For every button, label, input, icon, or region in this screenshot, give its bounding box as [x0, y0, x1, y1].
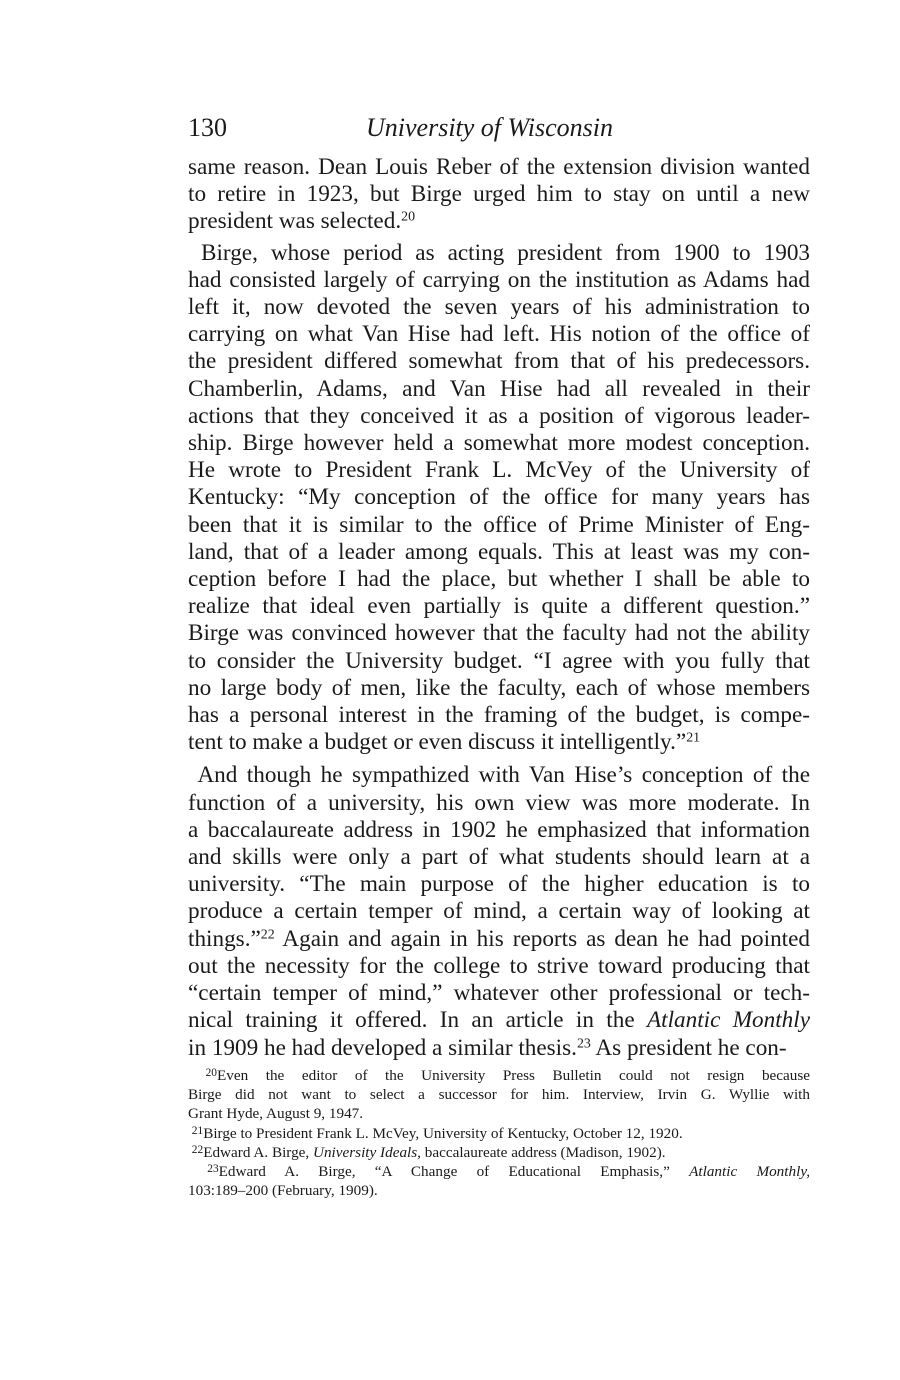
- text-line: president was selected.$^{20}$: [188, 208, 416, 235]
- text-line: “certain temper of mind,” whatever other professional or tech-: [188, 980, 810, 1007]
- text-line: He wrote to President Frank L. McVey of the University of: [188, 457, 810, 484]
- text-line: actions that they conceived it as a position of vigorous leader-: [188, 402, 810, 429]
- footnote-number: 21: [191, 1124, 204, 1137]
- text-line: tent to make a budget or even discuss it intelligently.”$^{21}$: [188, 729, 701, 756]
- periodical-title: Atlantic Monthly: [646, 1007, 810, 1034]
- text-line: the president differed somewhat from that of his predecessors.: [188, 348, 810, 375]
- running-head: University of Wisconsin: [366, 113, 613, 142]
- text-line: in 1909 he had developed a similar thesis.$^{23}$ As president he con-: [188, 1034, 787, 1061]
- text-line: Kentucky: “My conception of the office for many years has: [188, 484, 810, 511]
- text-line: no large body of men, like the faculty, each of whose members: [188, 674, 810, 701]
- footnote-ref-21[interactable]: 21: [686, 730, 701, 746]
- text-line: Birge was convinced however that the faculty had not the ability: [188, 620, 810, 647]
- text-line: function of a university, his own view was more moderate. In: [188, 789, 810, 816]
- text-line: realize that ideal even partially is quite a different question.”: [188, 593, 810, 620]
- text-line: Chamberlin, Adams, and Van Hise had all revealed in their: [188, 375, 810, 402]
- text-line: And though he sympathized with Van Hise’s conception of the: [197, 762, 810, 789]
- text-line: same reason. Dean Louis Reber of the extension division wanted: [188, 154, 810, 180]
- footnote-23: $^{23}$Edward A. Birge, “A Change of Educational Emphasis,” Atlantic Monthly,: [207, 1163, 811, 1181]
- footnote-20-line: Birge did not want to select a successor for him. Interview, Irvin G. Wyllie with: [188, 1086, 810, 1104]
- text-line: to consider the University budget. “I agree with you fully that: [188, 647, 810, 674]
- text-line: things.”$^{22}$ Again and again in his reports as dean he had pointed: [188, 925, 810, 952]
- text-line: to retire in 1923, but Birge urged him to stay on until a new: [188, 181, 810, 208]
- footnote-ref-23[interactable]: 23: [576, 1035, 591, 1051]
- footnotes: [188, 1066, 810, 1200]
- text-line: left it, now devoted the seven years of his administration to: [188, 294, 810, 321]
- footnote-21: $^{21}$Birge to President Frank L. McVey, University of Kentucky, October 12, 1920.: [191, 1124, 683, 1142]
- footnote-number: 23: [207, 1163, 219, 1176]
- footnote-22: $^{22}$Edward A. Birge, University Ideals, baccalaureate address (Madison, 1902).: [191, 1143, 666, 1161]
- page-header: [188, 113, 810, 149]
- footnote-number: 20: [205, 1067, 217, 1080]
- text-line: a baccalaureate address in 1902 he emphasized that information: [188, 816, 810, 843]
- text-line: produce a certain temper of mind, a certain way of looking at: [188, 898, 810, 925]
- footnote-ref-20[interactable]: 20: [401, 209, 416, 225]
- text-line: been that it is similar to the office of Prime Minister of Eng-: [188, 511, 810, 538]
- page-number: 130: [188, 113, 227, 142]
- body-text: [188, 154, 810, 1062]
- text-line: nical training it offered. In an article in the Atlantic Monthly: [188, 1007, 810, 1034]
- text-line: university. “The main purpose of the higher education is to: [188, 871, 810, 898]
- text-line: ception before I had the place, but whether I shall be able to: [188, 566, 810, 593]
- text-line: ship. Birge however held a somewhat more modest conception.: [188, 430, 810, 457]
- text-line: has a personal interest in the framing of the budget, is compe-: [188, 702, 810, 729]
- text-line: out the necessity for the college to strive toward producing that: [188, 952, 810, 979]
- text-line: Birge, whose period as acting president from 1900 to 1903: [200, 239, 811, 266]
- footnote-ref-22[interactable]: 22: [260, 927, 275, 943]
- text-line: land, that of a leader among equals. This at least was my con-: [188, 538, 810, 565]
- text-line: carrying on what Van Hise had left. His notion of the office of: [188, 321, 810, 348]
- footnote-number: 22: [191, 1143, 204, 1156]
- footnote-20-line: Grant Hyde, August 9, 1947.: [188, 1105, 364, 1123]
- text-line: and skills were only a part of what students should learn at a: [188, 844, 810, 871]
- text-line: had consisted largely of carrying on the institution as Adams had: [188, 266, 810, 293]
- footnote-20: $^{20}$Even the editor of the University Press Bulletin could not resign because: [205, 1067, 811, 1084]
- footnote-23-line: 103:189–200 (February, 1909).: [188, 1182, 378, 1200]
